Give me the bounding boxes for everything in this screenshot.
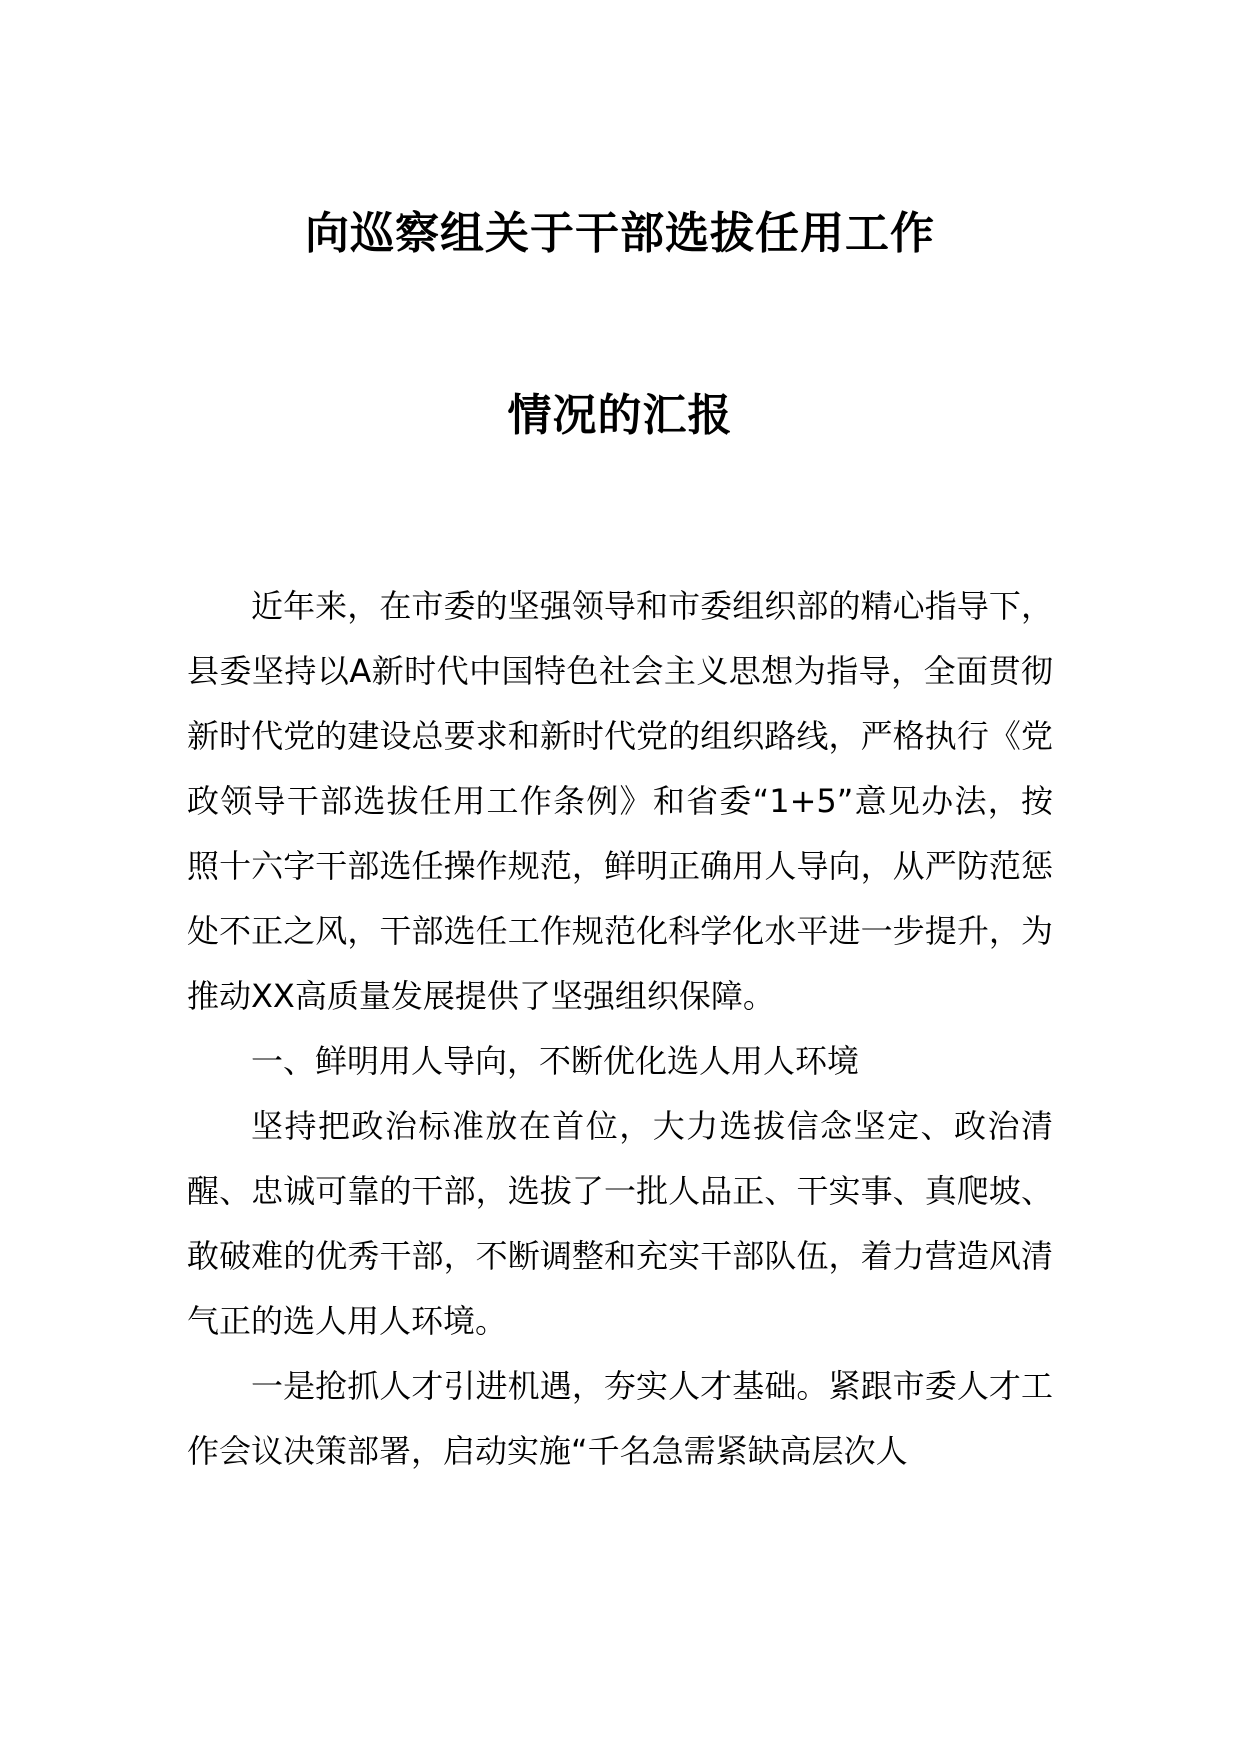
document-title-line-2: 情况的汇报 (507, 390, 733, 441)
paragraph-intro: 近年来，在市委的坚强领导和市委组织部的精心指导下，县委坚持以A新时代中国特色社会主义思想为指导，全面贯彻新时代党的建设总要求和新时代党的组织路线，严格执行《党政领导干部选拔任用工作条例》和省委“1+5”意见办法，按照十六字干部选任操作规范，鲜明正确用人导向，从严防范惩处不正之风，干部选任工作规范化科学化水平进一步提升，为推动XX高质量发展提供了坚强组织保障。 (187, 587, 1053, 1015)
paragraph-section-1: 坚持把政治标准放在首位，大力选拔信念坚定、政治清醒、忠诚可靠的干部，选拔了一批人品正、干实事、真爬坡、敢破难的优秀干部，不断调整和充实干部队伍，着力营造风清气正的选人用人环境。 (187, 1107, 1053, 1340)
document-title-line-1: 向巡察组关于干部选拔任用工作 (305, 208, 935, 259)
document-body (187, 574, 1053, 1484)
section-heading-1: 一、鲜明用人导向，不断优化选人用人环境 (251, 1042, 860, 1080)
paragraph-point-1: 一是抢抓人才引进机遇，夯实人才基础。紧跟市委人才工作会议决策部署，启动实施“千名急需紧缺高层次人 (187, 1367, 1053, 1470)
